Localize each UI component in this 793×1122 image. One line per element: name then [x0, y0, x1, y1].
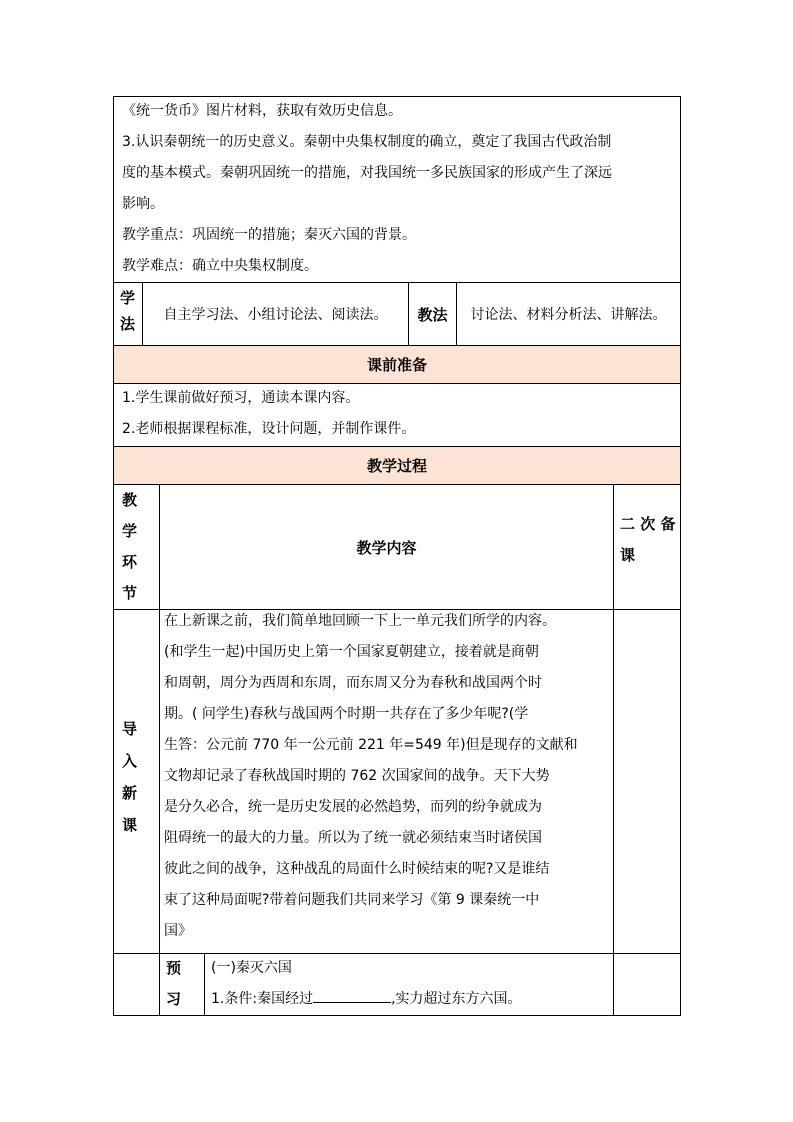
lesson-plan-table	[113, 96, 681, 1016]
preview-item-1	[211, 988, 522, 1008]
preview-blank-cell	[114, 954, 159, 1015]
second-prep-title-2: 课	[620, 546, 636, 564]
preview-item-suffix: ,实力超过东方六国。	[391, 991, 522, 1007]
preview-second-prep-cell	[614, 954, 680, 1015]
intro-line-2: (和学生一起)中国历史上第一个国家夏朝建立，接着就是商朝	[164, 644, 539, 660]
process-header-row	[114, 447, 680, 485]
intro-line-3: 和周朝，周分为西周和东周，而东周又分为春秋和战国两个时	[164, 675, 542, 691]
intro-stage-char-3: 新	[122, 784, 138, 802]
study-method-text: 自主学习法、小组讨论法、阅读法。	[163, 307, 388, 323]
objectives-line-3: 度的基本模式。秦朝巩固统一的措施，对我国统一多民族国家的形成产生了深远	[122, 165, 612, 181]
preview-label-2: 习	[166, 990, 182, 1008]
preview-label-1: 预	[166, 959, 182, 977]
intro-stage-cell	[114, 610, 159, 953]
preview-section-title: (一)秦灭六国	[211, 960, 292, 976]
study-method-label-2: 法	[120, 315, 136, 333]
intro-line-5: 生答：公元前 770 年一公元前 221 年=549 年)但是现存的文献和	[164, 737, 578, 753]
intro-content-cell	[160, 610, 613, 953]
content-column-title: 教学内容	[356, 538, 417, 557]
intro-row	[114, 610, 680, 954]
stage-header-char-3: 环	[122, 553, 138, 571]
preview-content-cell	[205, 954, 613, 1015]
intro-stage-char-1: 导	[122, 720, 138, 738]
study-method-label-1: 学	[120, 289, 136, 307]
objectives-line-4: 影响。	[122, 196, 164, 212]
intro-stage-char-2: 入	[122, 752, 138, 770]
methods-row	[114, 283, 680, 346]
process-header: 教学过程	[366, 457, 427, 475]
study-method-value	[143, 283, 408, 345]
intro-stage-char-4: 课	[122, 816, 138, 834]
stage-header-char-4: 节	[122, 584, 138, 602]
intro-line-8: 阻碍统一的最大的力量。所以为了统一就必须结束当时诸侯国	[164, 830, 542, 846]
intro-line-11: 国》	[164, 923, 192, 939]
second-prep-title-1: 二 次 备	[620, 515, 676, 533]
stage-header-char-2: 学	[122, 522, 138, 540]
preparation-row	[114, 384, 680, 447]
difficult-points: 教学难点：确立中央集权制度。	[122, 258, 318, 274]
objectives-line-1: 《统一货币》图片材料，获取有效历史信息。	[122, 103, 402, 119]
teach-method-label	[409, 283, 456, 345]
content-column-header	[160, 485, 613, 609]
intro-second-prep-cell	[614, 610, 680, 953]
stage-header-char-1: 教	[122, 491, 138, 509]
preview-label-cell	[160, 954, 204, 1015]
fill-in-blank	[313, 988, 391, 1003]
intro-line-4: 期。( 问学生)春秋与战国两个时期一共存在了多少年呢?(学	[164, 706, 529, 722]
intro-line-6: 文物却记录了春秋战国时期的 762 次国家间的战争。天下大势	[164, 768, 550, 784]
preparation-header: 课前准备	[366, 356, 427, 374]
preparation-header-row	[114, 346, 680, 384]
intro-line-9: 彼此之间的战争，这种战乱的局面什么时候结束的呢?又是谁结	[164, 861, 550, 877]
stage-column-header	[114, 485, 159, 609]
objectives-row	[114, 97, 680, 283]
preparation-line-2: 2.老师根据课程标准，设计问题，并制作课件。	[122, 421, 416, 437]
objectives-line-2: 3.认识秦朝统一的历史意义。秦朝中央集权制度的确立，奠定了我国古代政治制	[122, 134, 612, 150]
preview-row	[114, 954, 680, 1015]
second-prep-column-header	[614, 485, 680, 609]
preview-item-prefix: 1.条件:秦国经过	[211, 991, 314, 1007]
teach-method-label-text: 教法	[417, 305, 448, 324]
teach-method-value	[457, 283, 680, 345]
teach-method-text: 讨论法、材料分析法、讲解法。	[470, 307, 667, 323]
intro-line-10: 束了这种局面呢?带着问题我们共同来学习《第 9 课秦统一中	[164, 892, 540, 908]
intro-line-1: 在上新课之前，我们简单地回顾一下上一单元我们所学的内容。	[164, 613, 556, 629]
intro-line-7: 是分久必合，统一是历史发展的必然趋势，而列的纷争就成为	[164, 799, 542, 815]
process-columns-row	[114, 485, 680, 610]
key-points: 教学重点：巩固统一的措施；秦灭六国的背景。	[122, 227, 416, 243]
preparation-line-1: 1.学生课前做好预习，通读本课内容。	[122, 390, 360, 406]
study-method-label	[114, 283, 142, 345]
